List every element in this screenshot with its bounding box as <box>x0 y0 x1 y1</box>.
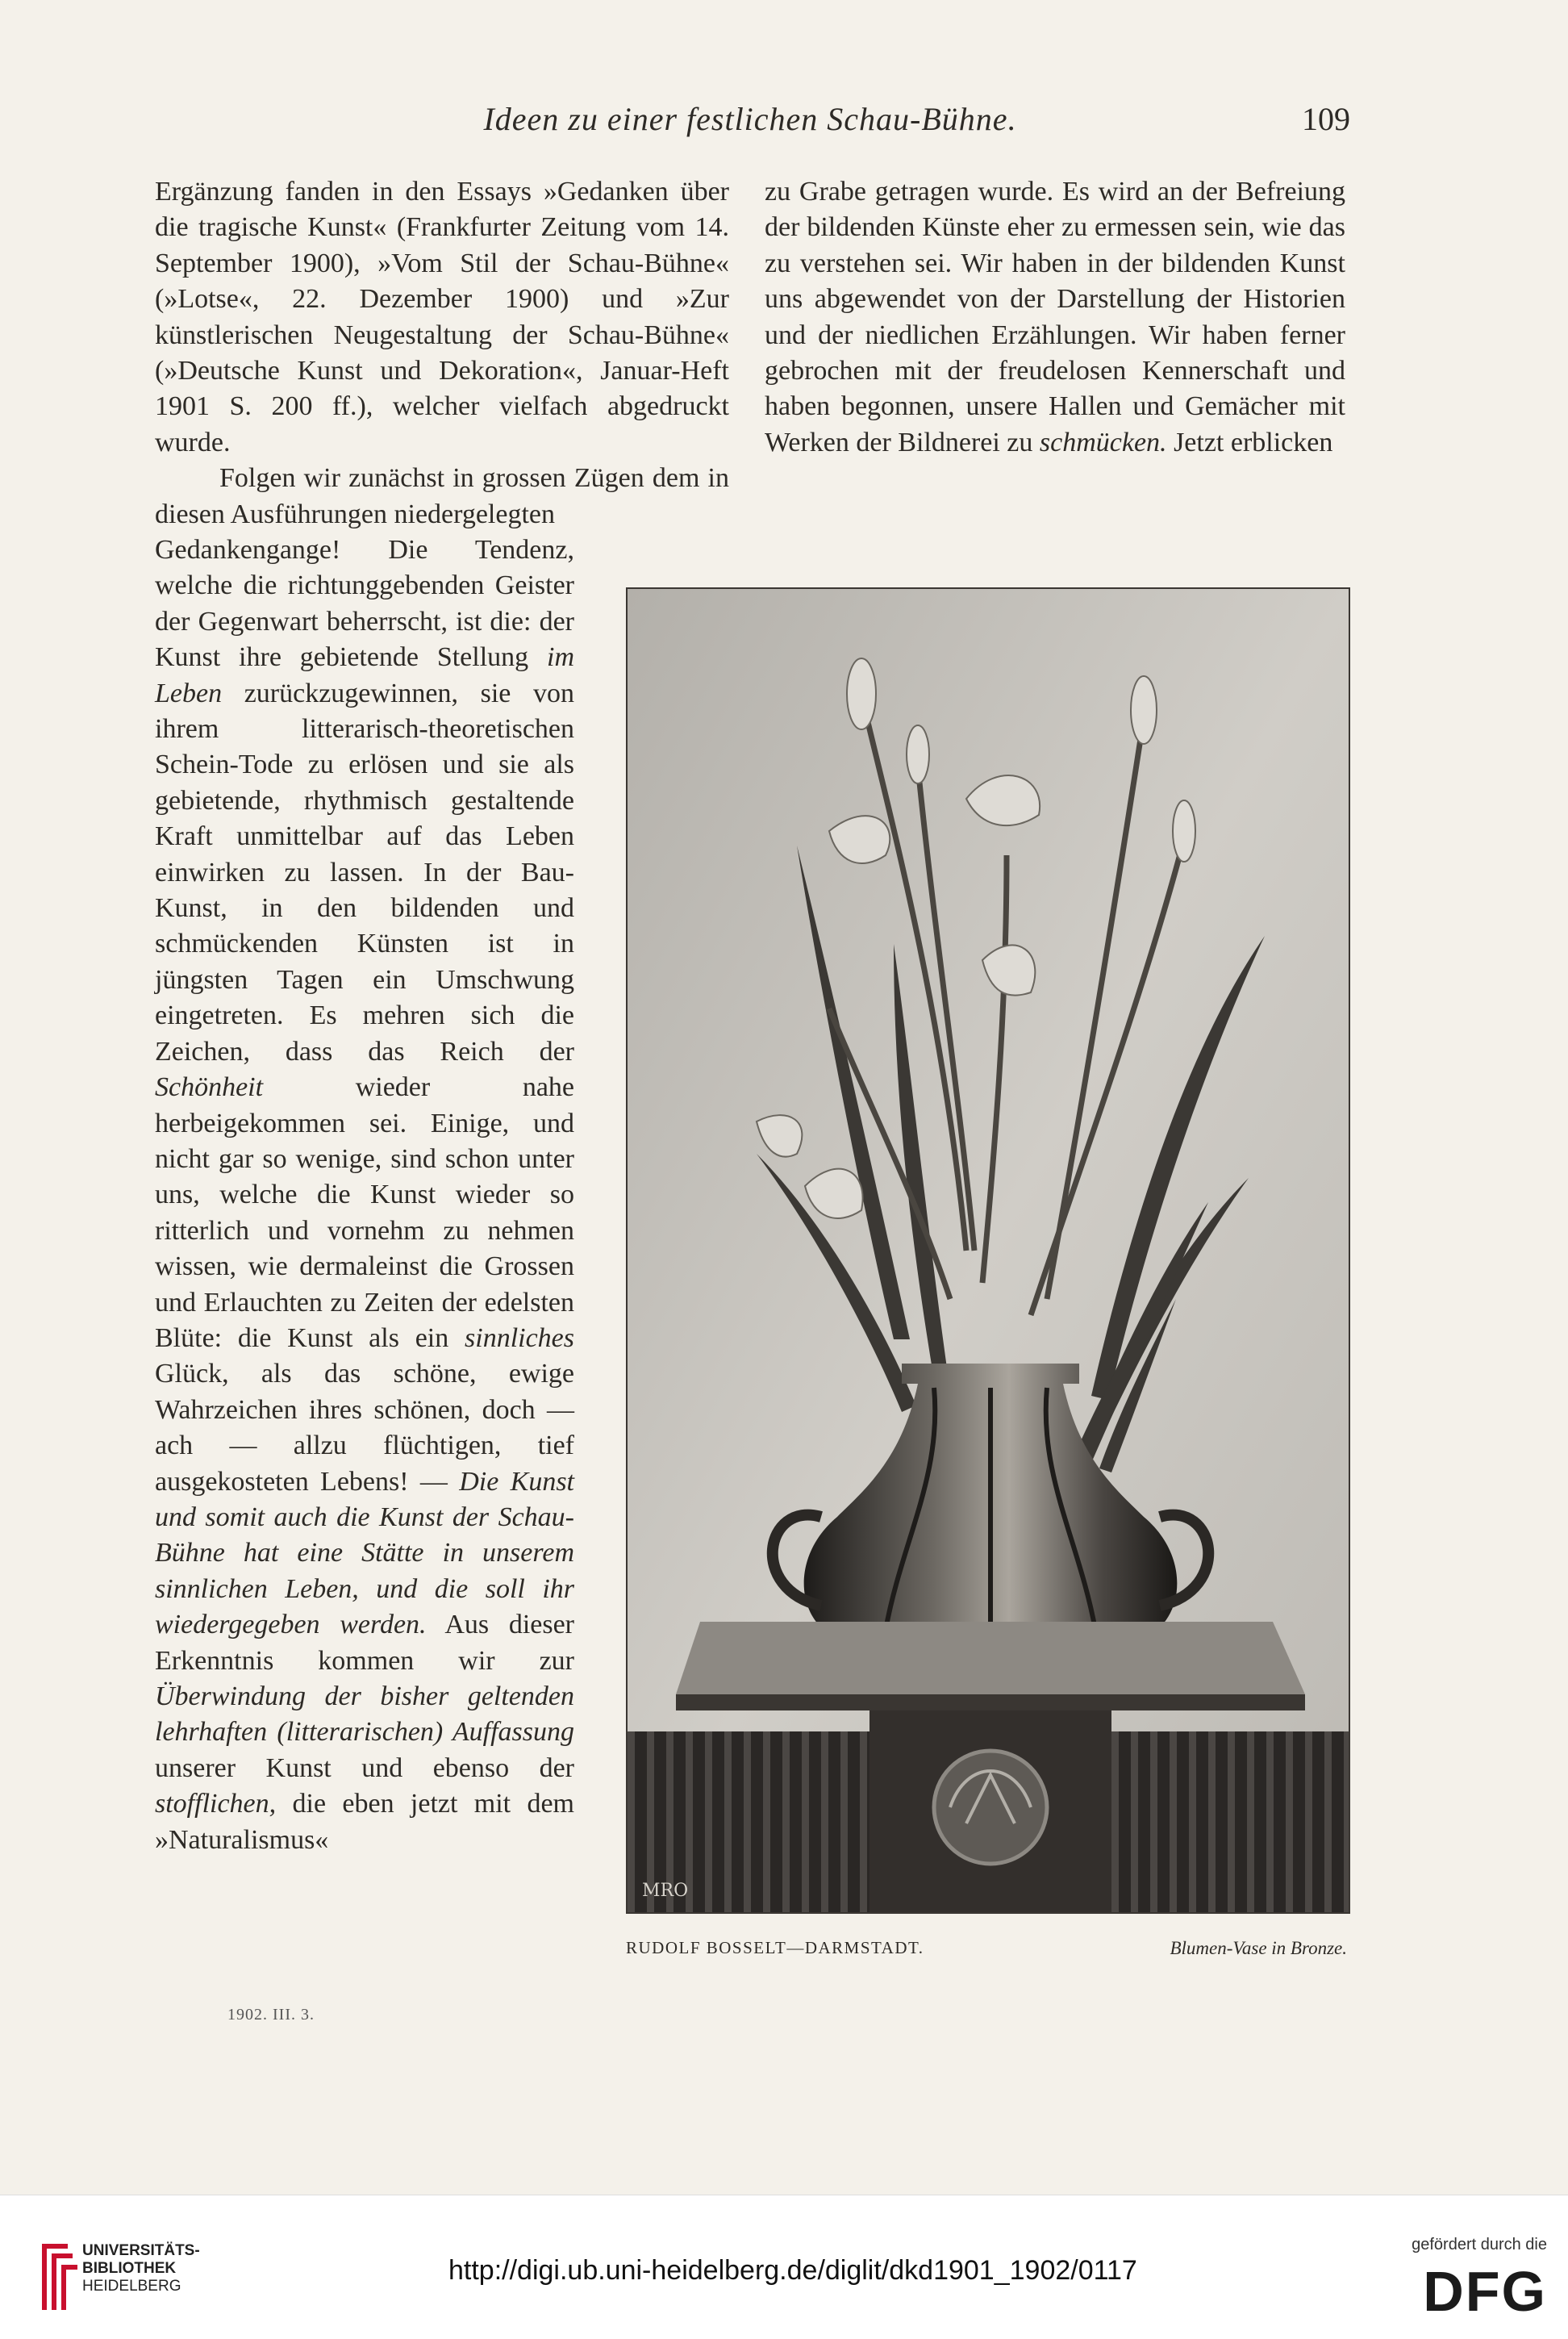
library-line-2: BIBLIOTHEK <box>82 2260 177 2277</box>
text-run: Jetzt erblicken <box>1166 427 1333 457</box>
funded-by-label: gefördert durch die <box>1412 2236 1547 2253</box>
emphasis: im Leben <box>155 642 574 708</box>
paragraph-1: Ergänzung fanden in den Essays »Gedanken über die tragische Kunst« (Frankfurter Zeitung vom 14. September 1900), »Vom Stil der Schau-Bühne« (»Lotse«, 22. Dezember 1900) und »Zur künstlerischen Neugestaltung der Schau-Bühne« (»Deutsche Kunst und Dekoration«, Januar-Heft 1901 S. 200 ff.), welcher vielfach abgedruckt wurde. <box>155 177 729 457</box>
vase-illustration <box>628 589 1349 1912</box>
page-number: 109 <box>1302 101 1350 137</box>
signature-mark: 1902. III. 3. <box>227 2006 315 2024</box>
text-run: zu Grabe getragen wurde. Es wird an der Befreiung der bildenden Künste eher zu ermessen sein, wie das zu verstehen sei. Wir haben in der bildenden Kunst uns abgewendet von der Darstellung der Historien und der niedlichen Erzählungen. Wir haben ferner gebrochen mit der freudelosen Kennerschaft und haben begonnen, unsere Hallen und Gemächer mit Werken der Bildnerei zu <box>765 177 1345 457</box>
library-line-3: HEIDELBERG <box>82 2278 181 2295</box>
permalink[interactable]: http://digi.ub.uni-heidelberg.de/diglit/dkd1901_1902/0117 <box>448 2255 1137 2286</box>
figure-caption <box>626 1938 1347 1959</box>
emphasis: sinnliches <box>465 1322 574 1353</box>
left-column-top <box>155 174 729 533</box>
text-run: unserer Kunst und ebenso der <box>155 1752 574 1783</box>
library-name <box>82 2242 200 2295</box>
dfg-logo: DFG <box>1423 2260 1547 2323</box>
photo-monogram: MRO <box>642 1881 689 1901</box>
emphasis: Überwindung der bisher geltenden lehrhaften (litterarischen) Auffassung <box>155 1681 574 1748</box>
text-run: Gedankengange! Die Tendenz, welche die richtunggebenden Geister der Gegenwart beherrscht, ist die: der Kunst ihre gebietende Stellung <box>155 535 574 673</box>
digitization-footer <box>0 2195 1568 2339</box>
right-paragraph <box>765 174 1345 461</box>
text-run: Aus dieser Erkenntnis kommen wir zur <box>155 1610 574 1676</box>
text-run: wieder nahe herbeigekommen sei. Einige, und nicht gar so wenige, sind schon unter uns, welche die Kunst wieder so ritterlich und vornehm zu nehmen wissen, wie dermaleinst die Grossen und Erlauchten zu Zeiten der edelsten Blüte: die Kunst als ein <box>155 1072 574 1353</box>
text-run: die eben jetzt mit dem »Naturalismus« <box>155 1789 574 1855</box>
paragraph-2-start: Folgen wir zunächst in grossen Zügen dem in diesen Ausführungen niedergelegten <box>155 463 729 529</box>
right-column <box>765 174 1345 461</box>
vase-photograph <box>626 587 1350 1914</box>
emphasis: Schönheit <box>155 1072 264 1103</box>
emphasis: schmücken. <box>1039 427 1167 457</box>
caption-title: Blumen-Vase in Bronze. <box>1170 1938 1347 1958</box>
running-title: Ideen zu einer festlichen Schau-Bühne. <box>483 101 1017 137</box>
caption-artist: RUDOLF BOSSELT—DARMSTADT. <box>626 1938 924 1957</box>
paragraph-2-continued <box>155 533 574 1858</box>
text-run: zurückzugewinnen, sie von ihrem litterarisch-theoretischen Schein-Tode zu erlösen und sie als gebietende, rhythmisch gestaltende Kraft unmittelbar auf das Leben einwirken zu lassen. In der Bau-Kunst, in den bildenden und schmückenden Künsten ist in jüngsten Tagen ein Umschwung eingetreten. Es mehren sich die Zeichen, dass das Reich der <box>155 678 574 1067</box>
text-run: Glück, als das schöne, ewige Wahrzeichen ihres schönen, doch — ach — allzu flüchtigen, tief ausgekosteten Lebens! — <box>155 1359 574 1497</box>
left-column-narrow <box>155 533 574 1858</box>
emphasis: Die Kunst und somit auch die Kunst der Schau-Bühne hat eine Stätte in unserem sinnlichen Leben, und die soll ihr wiedergegeben werden. <box>155 1466 574 1640</box>
emphasis: stofflichen, <box>155 1789 277 1819</box>
library-line-1: UNIVERSITÄTS- <box>82 2242 200 2259</box>
